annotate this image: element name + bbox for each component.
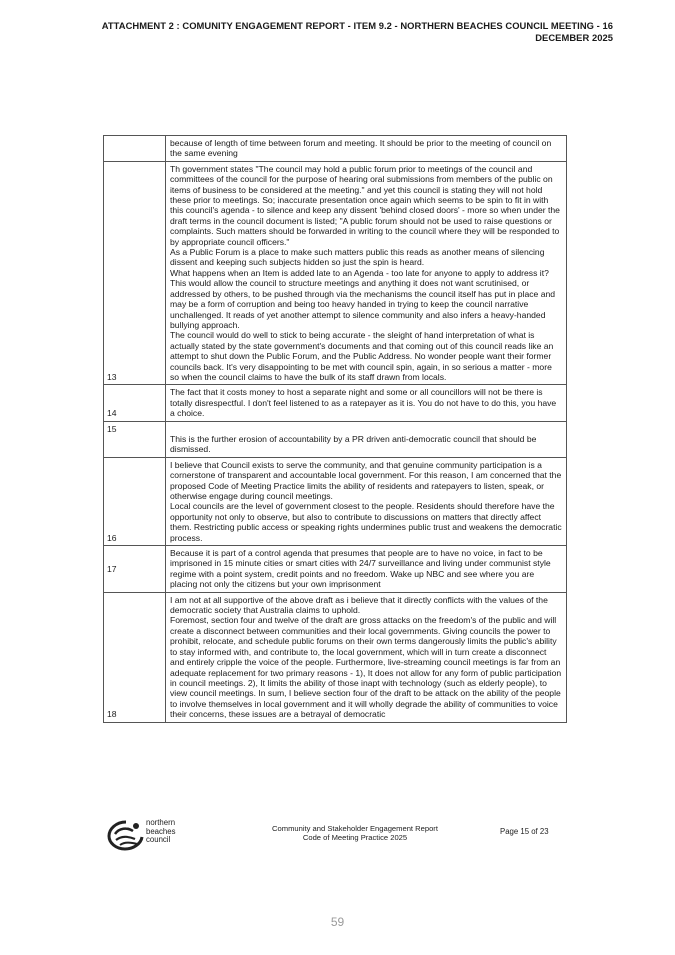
logo-text: northern beaches council: [146, 818, 176, 845]
row-number-cell: 14: [104, 385, 166, 421]
row-number-cell: 18: [104, 592, 166, 722]
table-row: [104, 385, 567, 421]
page-footer: [0, 810, 675, 860]
footer-report-info: [240, 824, 470, 843]
table-row: [104, 457, 567, 545]
attachment-header: [30, 20, 613, 44]
footer-report-title: Community and Stakeholder Engagement Report: [272, 824, 438, 833]
table-body: [104, 136, 567, 723]
page-number: 59: [330, 915, 345, 929]
northern-beaches-logo-icon: [106, 818, 146, 852]
header-line-1: ATTACHMENT 2 : COMUNITY ENGAGEMENT REPORT - ITEM 9.2 - NORTHERN BEACHES COUNCIL MEETING - 16: [101, 20, 613, 31]
row-number-cell: 16: [104, 457, 166, 545]
row-number-cell: 13: [104, 161, 166, 385]
table-row: [104, 546, 567, 593]
response-text-cell: I believe that Council exists to serve the community, and that genuine community participation is a cornerstone of transparent and accountable local government. For this reason, I am concerned that the proposed Code of Meeting Practice limits the ability of residents and ratepayers to listen, speak, or otherwise engage during council meetings. Local councils are the level of government closest to the people. Residents should therefore have the opportunity not only to observe, but also to contribute to discussions on matters that directly affect them. Restricting public access or speaking rights undermines public trust and weakens the democratic process.: [166, 457, 567, 545]
response-text-cell: Th government states "The council may hold a public forum prior to meetings of the council and committees of the council for the purpose of hearing oral submissions from members of the public on items of business to be considered at the meeting." and yet this council is stating they will not hold these prior to meetings. So; inaccurate presentation once again which seems to be spin to fit in with this council's agenda - to silence and keep any dissent 'behind closed doors' - more so when under the draft terms in the council document is listed; "A public forum should not be used to raise questions or complaints. Such matters should be forwarded in writing to the council where they will be responded to by appropriate council officers." As a Public Forum is a place to make such matters public this reads as another means of silencing dissent and keeping such subjects hidden so just the spin is heard. What happens when an Item is added late to an Agenda - too late for anyone to apply to address it? This would allow the council to structure meetings and anything it does not want scrutinised, or addressed by others, to be pushed through via the mechanisms the council itself has put in place and may be a form of corruption and being too heavy handed in trying to keep the council narrative unchallenged. It reads of yet another attempt to silence community and also infers a heavy-handed bullying approach. The council would do well to stick to being accurate - the sleight of hand interpretation of what is actually stated by the state government's documents and that coming out of this council reads like an attempt to shut down the Public Forum, and the Public Address. No wonder people want their former councils back. It's very disappointing to be met with council spin, again, in so serious a matter - more so when the council claims to have the bulk of its staff drawn from locals.: [166, 161, 567, 385]
footer-report-subtitle: Code of Meeting Practice 2025: [302, 833, 408, 843]
row-number-cell: [104, 136, 166, 162]
footer-page-label: Page 15 of 23: [500, 827, 549, 836]
submissions-table: [103, 135, 567, 723]
row-number-cell: 15: [104, 421, 166, 457]
response-text-cell: The fact that it costs money to host a separate night and some or all councillors will not be there is totally disrespectful. I don't feel listened to as a ratepayer as it is. You do not have to do this, you have a choice.: [166, 385, 567, 421]
table-row: [104, 136, 567, 162]
header-line-2: DECEMBER 2025: [535, 32, 613, 43]
table-row: [104, 161, 567, 385]
response-text-cell: Because it is part of a control agenda that presumes that people are to have no voice, in fact to be imprisoned in 15 minute cities or smart cities with 24/7 surveillance and living under communist style regime with a point system, credit points and no freedom. Wake up NBC and see where you are placing not only the citizens but your own imprisonment: [166, 546, 567, 593]
table-row: [104, 592, 567, 722]
response-text-cell: I am not at all supportive of the above draft as i believe that it directly conflicts with the values of the democratic society that Australia claims to uphold. Foremost, section four and twelve of the draft are gross attacks on the freedom's of the public and will create a disconnect between communities and their local governments. Giving councils the power to prohibit, relocate, and schedule public forums on their own terms dangerously limits the public's ability to stay informed with, and contribute to, the local government, which will in turn create a disconnect and entirely cripple the voice of the people. Furthermore, live-streaming council meetings is far from an adequate replacement for two primary reasons - 1), It does not allow for any form of public participation in council meetings. 2), It limits the ability of those inapt with technology (such as elderly people), to view council meetings. In sum, I believe section four of the draft to be attack on the ability of the people to involve themselves in local government and it will wholly degrade the ability of communities to voice their concerns, these issues are a betrayal of democratic: [166, 592, 567, 722]
response-text-cell: This is the further erosion of accountability by a PR driven anti-democratic council that should be dismissed.: [166, 421, 567, 457]
response-text-cell: because of length of time between forum and meeting. It should be prior to the meeting of council on the same evening: [166, 136, 567, 162]
row-number-cell: 17: [104, 546, 166, 593]
table-row: [104, 421, 567, 457]
